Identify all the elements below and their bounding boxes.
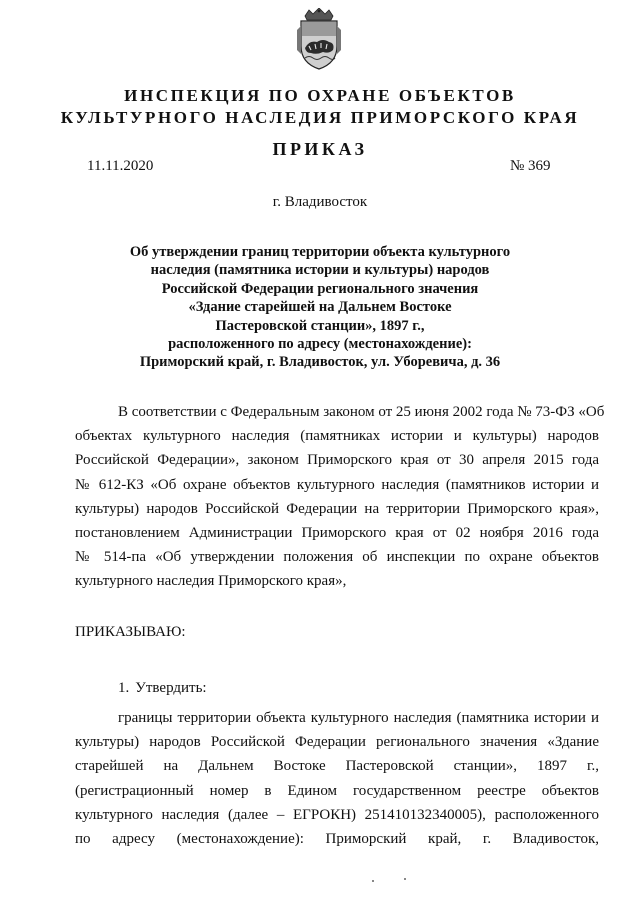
preamble-line: объектах культурного наследия (памятниках истории и культуры) народов: [75, 428, 599, 445]
document-number: № 369: [510, 158, 551, 174]
clause-line: по адресу (местонахождение): Приморский край, г. Владивосток,: [75, 831, 599, 848]
subject-line: расположенного по адресу (местонахождение):: [168, 336, 472, 353]
organization-name-line-1: ИНСПЕКЦИЯ ПО ОХРАНЕ ОБЪЕКТОВ: [124, 86, 516, 105]
preamble-line: № 612-КЗ «Об охране объектов культурного наследия (памятников истории и: [75, 476, 599, 493]
preamble-line: Российской Федерации», законом Приморского края от 30 апреля 2015 года: [75, 452, 599, 469]
crown-icon: [305, 8, 333, 20]
clause-line: границы территории объекта культурного наследия (памятника истории и: [118, 710, 599, 726]
document-date: 11.11.2020: [87, 158, 154, 174]
subject-line: Пастеровской станции», 1897 г.,: [215, 317, 425, 334]
scan-artifact: [372, 880, 374, 882]
preamble-line: культуры) народов Российской Федерации на территории Приморского края»,: [75, 500, 599, 517]
clause-line: культурного наследия (далее – ЕГРОКН) 251410132340005), расположенного: [75, 806, 599, 823]
document-subject: [100, 243, 540, 372]
preamble-paragraph: [75, 400, 605, 594]
subject-line: Об утверждении границ территории объекта культурного: [129, 244, 511, 260]
item-number: 1.: [118, 680, 130, 696]
subject-line: «Здание старейшей на Дальнем Востоке: [188, 299, 452, 316]
organization-name: [0, 85, 640, 129]
primorsky-krai-coat-of-arms-icon: [291, 8, 347, 70]
order-directive: ПРИКАЗЫВАЮ:: [75, 624, 186, 640]
document-type: ПРИКАЗ: [272, 139, 368, 159]
preamble-line: культурного наследия Приморского края»,: [75, 573, 347, 590]
scan-artifact: [404, 878, 406, 880]
subject-line: Российской Федерации регионального значения: [161, 280, 479, 297]
clause-line: (регистрационный номер в Едином государственном реестре объектов: [75, 782, 599, 799]
preamble-line: В соответствии с Федеральным законом от 25 июня 2002 года № 73-ФЗ «Об: [118, 404, 605, 420]
preamble-line: постановлением Администрации Приморского края от 02 ноября 2016 года: [75, 525, 599, 542]
preamble-line: № 514-па «Об утверждении положения об инспекции по охране объектов: [75, 549, 599, 566]
subject-line: наследия (памятника истории и культуры) народов: [150, 262, 490, 279]
order-item-1: [118, 680, 207, 697]
boundaries-clause: [75, 706, 599, 851]
organization-name-line-2: КУЛЬТУРНОГО НАСЛЕДИЯ ПРИМОРСКОГО КРАЯ: [60, 108, 580, 127]
clause-line: старейшей на Дальнем Востоке Пастеровской станции», 1897 г.,: [75, 758, 599, 775]
item-label: Утвердить:: [135, 680, 207, 696]
document-city: г. Владивосток: [272, 194, 368, 210]
clause-line: культуры) народов Российской Федерации регионального значения «Здание: [75, 734, 599, 751]
subject-line: Приморский край, г. Владивосток, ул. Уборевича, д. 36: [139, 354, 501, 371]
